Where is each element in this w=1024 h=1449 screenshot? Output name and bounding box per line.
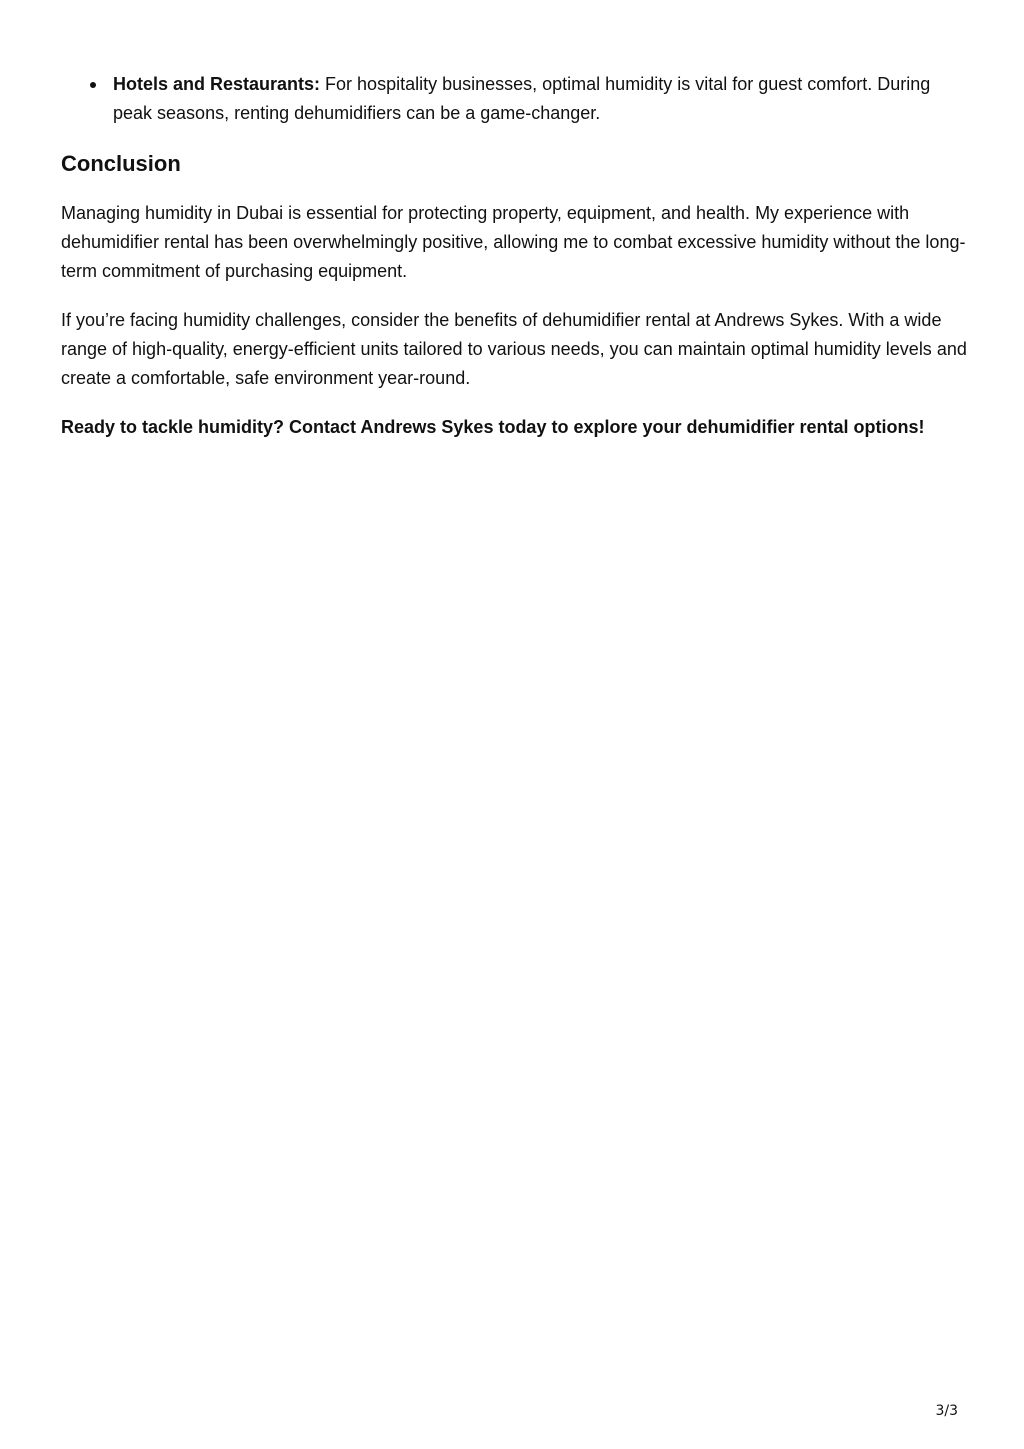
section-heading: Conclusion [61, 151, 181, 176]
list-item [113, 70, 971, 128]
call-to-action: Ready to tackle humidity? Contact Andrews Sykes today to explore your dehumidifier rental options! [61, 417, 925, 437]
page-content [61, 70, 971, 442]
list-item-text: For hospitality businesses, optimal humidity is vital for guest comfort. During peak seasons, renting dehumidifiers can be a game-changer. [113, 74, 931, 123]
bullet-dot-icon [90, 82, 96, 88]
paragraph: Managing humidity in Dubai is essential for protecting property, equipment, and health. My experience with dehumidifier rental has been overwhelmingly positive, allowing me to combat excessive humidity without the long-term commitment of purchasing equipment. [61, 203, 966, 281]
page-number: 3/3 [935, 1403, 958, 1419]
bullet-list [61, 70, 971, 128]
paragraph: If you’re facing humidity challenges, consider the benefits of dehumidifier rental at Andrews Sykes. With a wide range of high-quality, energy-efficient units tailored to various needs, you can maintain optimal humidity levels and create a comfortable, safe environment year-round. [61, 310, 967, 388]
list-item-label: Hotels and Restaurants: [113, 74, 321, 94]
